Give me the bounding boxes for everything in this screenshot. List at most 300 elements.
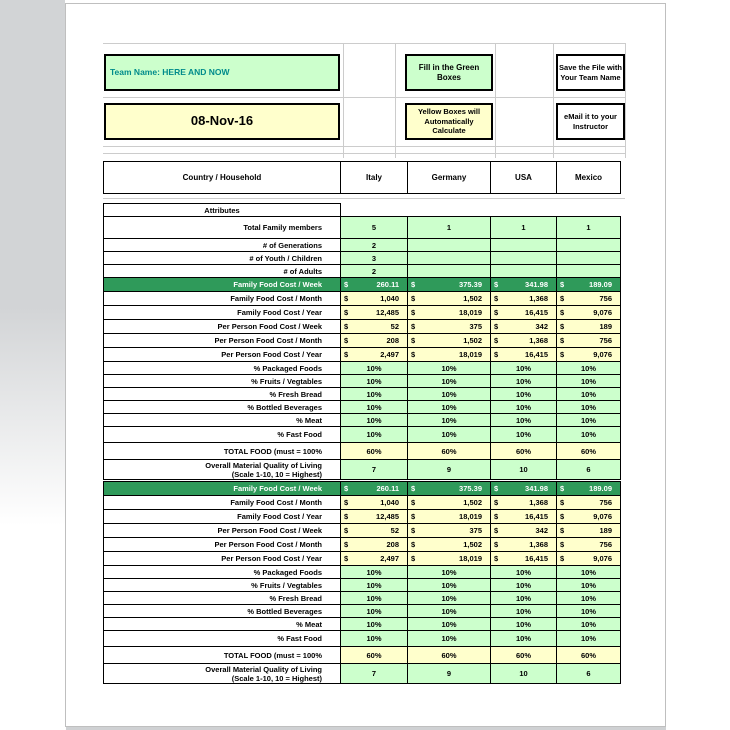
row-label: % Meat [103,617,341,631]
value-cell-mexico[interactable] [556,509,621,524]
value-cell-germany[interactable] [407,551,491,566]
money-row [103,551,622,566]
quality-of-living-row [103,459,622,480]
value-cell-mexico[interactable] [556,291,621,306]
value-cell-italy[interactable]: 10% [340,374,408,388]
value-cell-mexico[interactable]: 10% [556,604,621,618]
amount: 260.11 [376,280,399,289]
amount: 208 [386,336,399,345]
amount: 1,040 [380,498,399,507]
amount: 16,415 [525,512,548,521]
percent-row [103,630,622,647]
amount: 1,368 [529,294,548,303]
dollar-sign: $ [494,554,499,563]
country-header-italy: Italy [340,161,408,194]
dollar-sign: $ [411,498,416,507]
value-cell-italy[interactable]: 10% [340,630,408,647]
money-row [103,319,622,334]
value-cell-mexico[interactable] [556,523,621,538]
value-cell-germany[interactable] [407,277,491,292]
value-cell-italy[interactable]: 10% [340,578,408,592]
dollar-sign: $ [494,498,499,507]
value-cell-usa[interactable]: 10% [490,630,557,647]
country-household-label: Country / Household [103,161,341,194]
attribute-row [103,216,622,239]
dollar-sign: $ [411,554,416,563]
value-cell-usa[interactable] [490,291,557,306]
value-cell-italy[interactable] [340,495,408,510]
value-cell-usa[interactable] [490,238,557,252]
value-cell-mexico[interactable] [556,495,621,510]
money-row [103,347,622,362]
dollar-sign: $ [494,294,499,303]
value-cell-mexico[interactable]: 10% [556,617,621,631]
gridline [103,146,625,147]
value-cell-mexico[interactable]: 10% [556,400,621,414]
amount: 341.98 [525,280,548,289]
dollar-sign: $ [560,308,565,317]
row-label: Family Food Cost / Year [103,305,341,320]
row-label: % Fruits / Vegtables [103,374,341,388]
value-cell-italy[interactable] [340,481,408,496]
amount: 1,368 [529,540,548,549]
value-cell-germany[interactable]: 10% [407,361,491,375]
quality-of-living-label: Overall Material Quality of Living (Scale 1-10, 10 = Highest) [103,459,341,480]
value-cell-italy[interactable]: 10% [340,426,408,443]
value-cell-italy[interactable] [340,523,408,538]
total-food-row [103,442,622,460]
yellow-boxes-note: Yellow Boxes will Automatically Calculate [405,103,493,140]
value-cell-mexico[interactable] [556,551,621,566]
gridline [103,97,625,98]
value-cell-germany[interactable]: 60% [407,646,491,664]
value-cell-germany[interactable] [407,495,491,510]
value-cell-italy[interactable] [340,319,408,334]
country-header-germany: Germany [407,161,491,194]
value-cell-mexico[interactable]: 10% [556,374,621,388]
value-cell-mexico[interactable] [556,264,621,278]
amount: 1,368 [529,336,548,345]
row-label: Total Family members [103,216,341,239]
amount: 756 [599,336,612,345]
dollar-sign: $ [560,294,565,303]
amount: 52 [390,322,399,331]
money-row [103,509,622,524]
amount: 375 [469,322,482,331]
amount: 375 [469,526,482,535]
value-cell-germany[interactable]: 10% [407,565,491,579]
value-cell-mexico[interactable]: 1 [556,216,621,239]
value-cell-usa[interactable] [490,277,557,292]
dollar-sign: $ [411,294,416,303]
amount: 342 [535,526,548,535]
value-cell-usa[interactable] [490,495,557,510]
value-cell-italy[interactable]: 2 [340,264,408,278]
team-name-text: Team Name: HERE AND NOW [110,67,230,78]
amount: 18,019 [459,308,482,317]
dollar-sign: $ [560,322,565,331]
value-cell-mexico[interactable]: 10% [556,361,621,375]
amount: 9,076 [593,308,612,317]
value-cell-mexico[interactable] [556,333,621,348]
value-cell-germany[interactable]: 1 [407,216,491,239]
dollar-sign: $ [344,526,349,535]
value-cell-mexico[interactable]: 10% [556,578,621,592]
value-cell-italy[interactable]: 10% [340,400,408,414]
section-header-row [103,277,622,292]
percent-row [103,387,622,401]
country-header-mexico: Mexico [556,161,621,194]
team-name-cell[interactable] [104,54,340,91]
amount: 9,076 [593,512,612,521]
percent-row [103,565,622,579]
value-cell-mexico[interactable] [556,251,621,265]
value-cell-mexico[interactable]: 10% [556,426,621,443]
dollar-sign: $ [560,526,565,535]
row-label: % Bottled Beverages [103,400,341,414]
amount: 1,502 [463,498,482,507]
value-cell-mexico[interactable] [556,347,621,362]
dollar-sign: $ [344,308,349,317]
total-food-row [103,646,622,664]
dollar-sign: $ [494,484,499,493]
amount: 1,502 [463,540,482,549]
dollar-sign: $ [344,498,349,507]
value-cell-usa[interactable]: 10% [490,361,557,375]
value-cell-usa[interactable]: 10 [490,663,557,684]
value-cell-mexico[interactable]: 60% [556,646,621,664]
value-cell-germany[interactable]: 60% [407,442,491,460]
value-cell-mexico[interactable]: 10% [556,565,621,579]
value-cell-italy[interactable]: 7 [340,459,408,480]
value-cell-usa[interactable]: 10% [490,565,557,579]
value-cell-italy[interactable]: 10% [340,413,408,427]
dollar-sign: $ [344,484,349,493]
amount: 18,019 [459,512,482,521]
amount: 341.98 [525,484,548,493]
value-cell-italy[interactable] [340,509,408,524]
value-cell-usa[interactable]: 10% [490,591,557,605]
section-header-label: Family Food Cost / Week [103,481,341,496]
row-label: Per Person Food Cost / Month [103,537,341,552]
amount: 189 [599,322,612,331]
value-cell-usa[interactable]: 10% [490,578,557,592]
value-cell-germany[interactable]: 9 [407,459,491,480]
value-cell-mexico[interactable]: 6 [556,663,621,684]
value-cell-mexico[interactable] [556,481,621,496]
value-cell-mexico[interactable]: 6 [556,459,621,480]
value-cell-usa[interactable] [490,333,557,348]
money-row [103,537,622,552]
dollar-sign: $ [411,280,416,289]
row-label: Per Person Food Cost / Week [103,319,341,334]
value-cell-usa[interactable]: 10% [490,374,557,388]
value-cell-mexico[interactable]: 10% [556,630,621,647]
value-cell-italy[interactable]: 10% [340,617,408,631]
date-cell[interactable]: 08-Nov-16 [104,103,340,140]
row-label: # of Adults [103,264,341,278]
gridline [495,43,496,158]
dollar-sign: $ [494,308,499,317]
value-cell-usa[interactable]: 60% [490,646,557,664]
value-cell-italy[interactable]: 10% [340,361,408,375]
value-cell-italy[interactable] [340,277,408,292]
row-label: % Fruits / Vegtables [103,578,341,592]
value-cell-italy[interactable] [340,551,408,566]
attribute-row [103,251,622,265]
value-cell-usa[interactable] [490,523,557,538]
value-cell-mexico[interactable]: 10% [556,387,621,401]
attributes-title-row [103,203,622,217]
value-cell-germany[interactable]: 10% [407,617,491,631]
amount: 1,502 [463,294,482,303]
amount: 756 [599,540,612,549]
dollar-sign: $ [494,540,499,549]
dollar-sign: $ [344,336,349,345]
dollar-sign: $ [411,484,416,493]
value-cell-usa[interactable]: 10% [490,400,557,414]
money-row [103,333,622,348]
dollar-sign: $ [344,350,349,359]
amount: 12,485 [376,512,399,521]
dollar-sign: $ [494,512,499,521]
value-cell-italy[interactable] [340,347,408,362]
dollar-sign: $ [344,540,349,549]
percent-row [103,361,622,375]
gridline [103,153,625,154]
amount: 16,415 [525,350,548,359]
value-cell-italy[interactable]: 10% [340,604,408,618]
value-cell-germany[interactable] [407,347,491,362]
value-cell-germany[interactable] [407,523,491,538]
value-cell-germany[interactable]: 10% [407,578,491,592]
value-cell-mexico[interactable] [556,238,621,252]
attribute-row [103,238,622,252]
amount: 2,497 [380,554,399,563]
total-food-label: TOTAL FOOD (must = 100% [103,646,341,664]
amount: 756 [599,294,612,303]
dollar-sign: $ [411,336,416,345]
value-cell-italy[interactable] [340,305,408,320]
dollar-sign: $ [560,280,565,289]
value-cell-italy[interactable]: 10% [340,565,408,579]
dollar-sign: $ [560,554,565,563]
value-cell-italy[interactable]: 5 [340,216,408,239]
amount: 2,497 [380,350,399,359]
value-cell-italy[interactable]: 10% [340,591,408,605]
value-cell-usa[interactable] [490,481,557,496]
value-cell-germany[interactable] [407,264,491,278]
percent-row [103,426,622,443]
amount: 52 [390,526,399,535]
row-label: # of Generations [103,238,341,252]
gridline [395,43,396,158]
value-cell-italy[interactable]: 7 [340,663,408,684]
amount: 375.39 [459,484,482,493]
value-cell-mexico[interactable]: 10% [556,591,621,605]
percent-row [103,578,622,592]
row-label: % Bottled Beverages [103,604,341,618]
dollar-sign: $ [344,512,349,521]
row-label: Per Person Food Cost / Week [103,523,341,538]
value-cell-germany[interactable]: 10% [407,630,491,647]
dollar-sign: $ [344,280,349,289]
gridline [553,43,554,158]
value-cell-usa[interactable] [490,319,557,334]
value-cell-germany[interactable]: 9 [407,663,491,684]
dollar-sign: $ [560,540,565,549]
page-shadow-left [0,0,65,730]
value-cell-usa[interactable]: 10% [490,426,557,443]
value-cell-usa[interactable] [490,551,557,566]
dollar-sign: $ [560,484,565,493]
percent-row [103,374,622,388]
value-cell-mexico[interactable]: 60% [556,442,621,460]
row-label: % Fast Food [103,426,341,443]
amount: 756 [599,498,612,507]
percent-row [103,413,622,427]
amount: 16,415 [525,554,548,563]
value-cell-italy[interactable]: 2 [340,238,408,252]
amount: 1,040 [380,294,399,303]
row-label: Family Food Cost / Year [103,509,341,524]
total-food-label: TOTAL FOOD (must = 100% [103,442,341,460]
value-cell-germany[interactable] [407,333,491,348]
row-label: % Packaged Foods [103,565,341,579]
value-cell-italy[interactable] [340,537,408,552]
dollar-sign: $ [411,526,416,535]
value-cell-usa[interactable]: 1 [490,216,557,239]
country-header-usa: USA [490,161,557,194]
dollar-sign: $ [494,322,499,331]
amount: 1,502 [463,336,482,345]
value-cell-germany[interactable]: 10% [407,374,491,388]
value-cell-usa[interactable] [490,305,557,320]
dollar-sign: $ [560,498,565,507]
value-cell-italy[interactable]: 60% [340,646,408,664]
value-cell-germany[interactable]: 10% [407,604,491,618]
amount: 189.09 [589,484,612,493]
percent-row [103,604,622,618]
amount: 18,019 [459,350,482,359]
value-cell-italy[interactable] [340,333,408,348]
row-label: % Packaged Foods [103,361,341,375]
value-cell-mexico[interactable] [556,305,621,320]
value-cell-germany[interactable]: 10% [407,591,491,605]
value-cell-germany[interactable] [407,291,491,306]
dollar-sign: $ [411,540,416,549]
row-label: % Meat [103,413,341,427]
value-cell-germany[interactable]: 10% [407,400,491,414]
value-cell-germany[interactable]: 10% [407,426,491,443]
amount: 9,076 [593,554,612,563]
fill-green-boxes-note: Fill in the Green Boxes [405,54,493,91]
percent-row [103,617,622,631]
value-cell-usa[interactable] [490,251,557,265]
amount: 189 [599,526,612,535]
attribute-row [103,264,622,278]
value-cell-usa[interactable]: 10% [490,604,557,618]
value-cell-germany[interactable] [407,537,491,552]
value-cell-germany[interactable] [407,251,491,265]
section-header-row [103,481,622,496]
dollar-sign: $ [411,322,416,331]
amount: 18,019 [459,554,482,563]
dollar-sign: $ [494,280,499,289]
amount: 208 [386,540,399,549]
amount: 375.39 [459,280,482,289]
value-cell-usa[interactable]: 10% [490,617,557,631]
value-cell-germany[interactable] [407,481,491,496]
value-cell-usa[interactable]: 10 [490,459,557,480]
value-cell-italy[interactable]: 60% [340,442,408,460]
row-label: # of Youth / Children [103,251,341,265]
gridline [103,43,625,44]
row-label: % Fresh Bread [103,387,341,401]
value-cell-mexico[interactable] [556,319,621,334]
amount: 16,415 [525,308,548,317]
value-cell-germany[interactable] [407,319,491,334]
value-cell-usa[interactable]: 10% [490,387,557,401]
attributes-title: Attributes [103,203,341,217]
value-cell-italy[interactable]: 3 [340,251,408,265]
value-cell-usa[interactable] [490,509,557,524]
value-cell-mexico[interactable] [556,277,621,292]
email-instructor-note: eMail it to your Instructor [556,103,625,140]
gridline [343,43,344,158]
value-cell-usa[interactable] [490,537,557,552]
money-row [103,291,622,306]
amount: 342 [535,322,548,331]
value-cell-germany[interactable]: 10% [407,387,491,401]
row-label: Per Person Food Cost / Year [103,551,341,566]
row-label: Family Food Cost / Month [103,495,341,510]
percent-row [103,400,622,414]
section-header-label: Family Food Cost / Week [103,277,341,292]
value-cell-germany[interactable] [407,509,491,524]
dollar-sign: $ [411,308,416,317]
money-row [103,495,622,510]
value-cell-usa[interactable] [490,264,557,278]
value-cell-mexico[interactable] [556,537,621,552]
dollar-sign: $ [344,294,349,303]
country-header-row [103,161,622,194]
row-label: Per Person Food Cost / Year [103,347,341,362]
value-cell-usa[interactable]: 10% [490,413,557,427]
dollar-sign: $ [494,336,499,345]
value-cell-usa[interactable] [490,347,557,362]
value-cell-mexico[interactable]: 10% [556,413,621,427]
amount: 260.11 [376,484,399,493]
row-label: % Fast Food [103,630,341,647]
dollar-sign: $ [494,526,499,535]
value-cell-germany[interactable]: 10% [407,413,491,427]
dollar-sign: $ [560,350,565,359]
value-cell-italy[interactable]: 10% [340,387,408,401]
dollar-sign: $ [494,350,499,359]
amount: 189.09 [589,280,612,289]
row-label: Family Food Cost / Month [103,291,341,306]
value-cell-usa[interactable]: 60% [490,442,557,460]
dollar-sign: $ [411,512,416,521]
gridline [625,43,626,158]
value-cell-germany[interactable] [407,305,491,320]
gridline [103,198,625,199]
row-label: % Fresh Bread [103,591,341,605]
dollar-sign: $ [411,350,416,359]
value-cell-italy[interactable] [340,291,408,306]
value-cell-germany[interactable] [407,238,491,252]
